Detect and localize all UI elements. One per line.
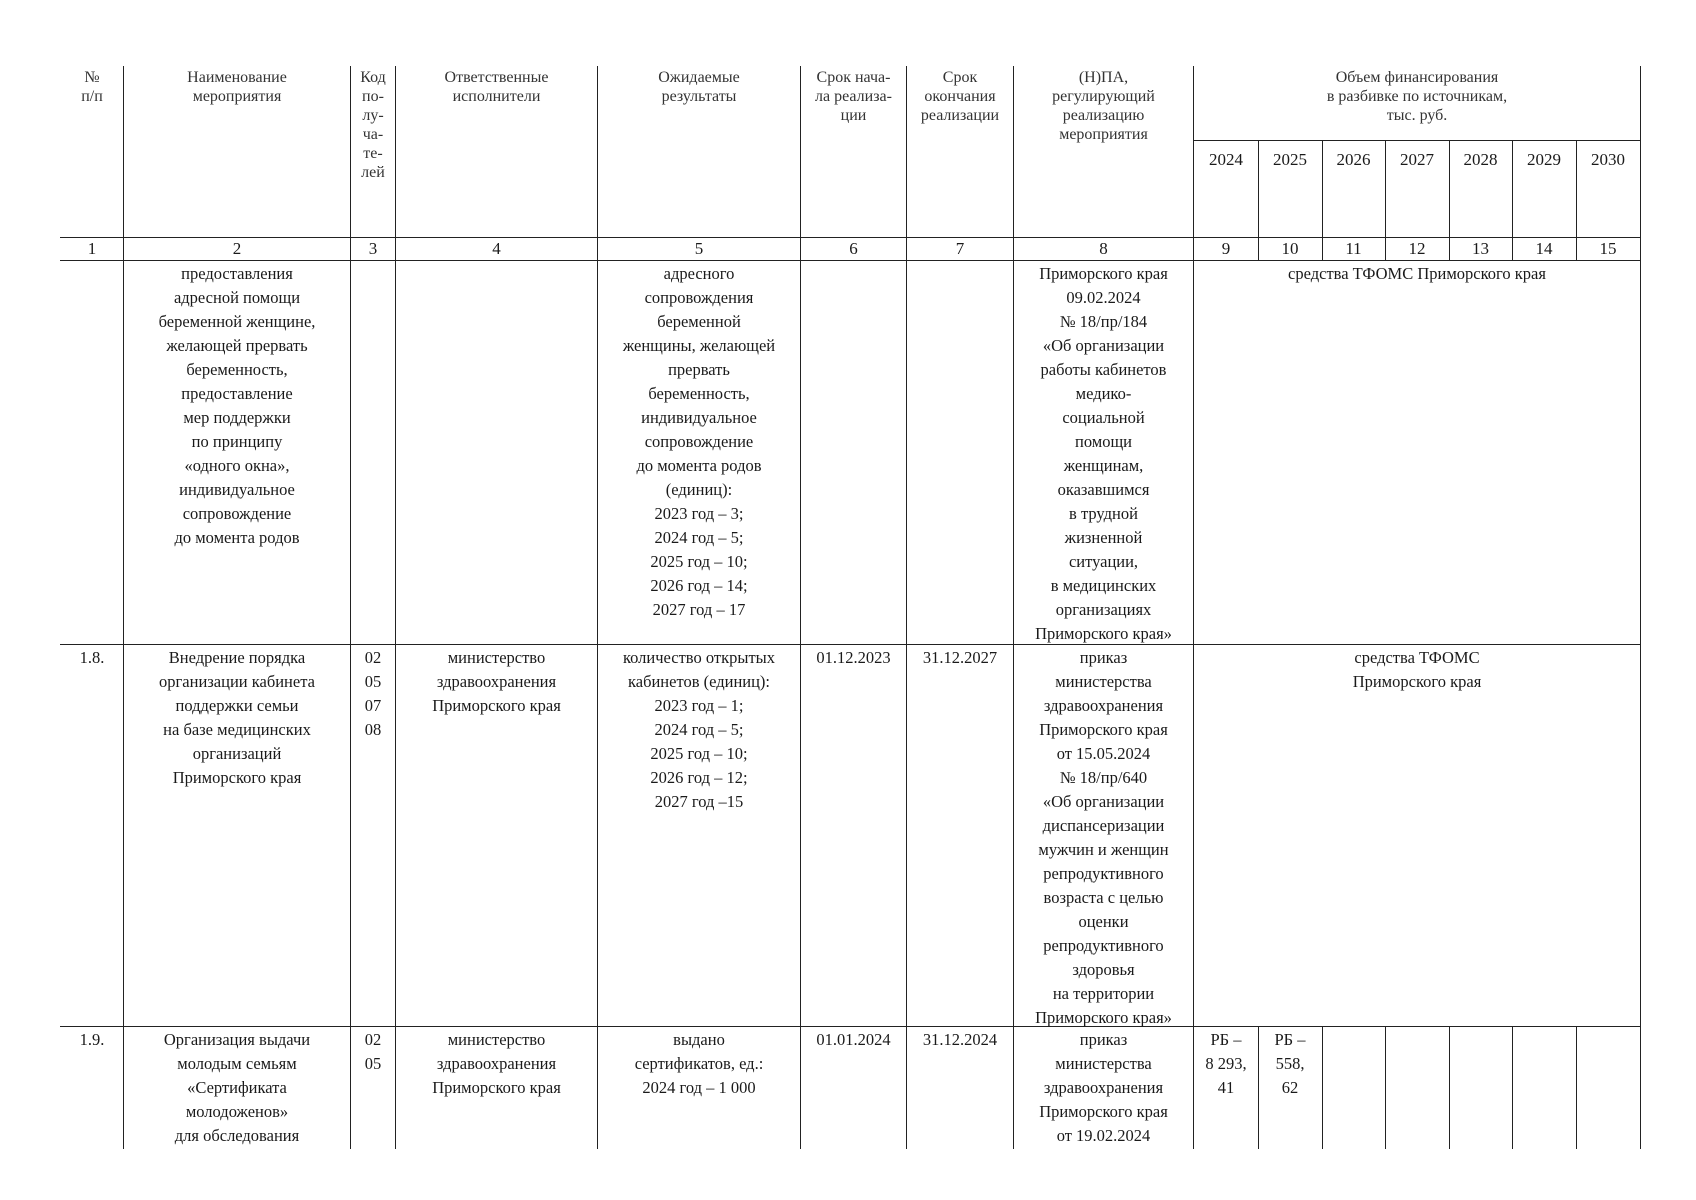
- column-number: 4: [492, 239, 501, 258]
- row-number: 1.9.: [79, 1030, 105, 1049]
- header-funding: Объем финансирования в разбивке по источникам, тыс. руб.: [1326, 69, 1508, 124]
- column-number: 9: [1221, 239, 1231, 258]
- column-number: 12: [1408, 239, 1426, 258]
- row-npa: приказ министерства здравоохранения Приморского края от 15.05.2024 № 18/пр/640 «Об организации диспансеризации мужчин и женщин репродуктивного возраста с целью оценки репродуктивного здоровья на территории Приморского края»: [1035, 648, 1172, 1027]
- grid-line: [800, 66, 801, 1149]
- grid-line: [60, 644, 1640, 645]
- grid-line: [1576, 1026, 1577, 1149]
- header-year: 2026: [1336, 150, 1371, 169]
- row-npa: приказ министерства здравоохранения Приморского края от 19.02.2024: [1039, 1030, 1168, 1145]
- column-number: 1: [87, 239, 97, 258]
- header-year: 2028: [1463, 150, 1498, 169]
- row-results: количество открытых кабинетов (единиц): 2023 год – 1; 2024 год – 5; 2025 год – 10; 2026 год – 12; 2027 год –15: [622, 648, 776, 811]
- grid-line: [1193, 66, 1194, 1149]
- row-executor: министерство здравоохранения Приморского края: [432, 648, 561, 715]
- row-end: 31.12.2024: [922, 1030, 998, 1049]
- column-number: 5: [694, 239, 704, 258]
- row-results: выдано сертификатов, ед.: 2024 год – 1 000: [634, 1030, 764, 1097]
- row-start: 01.12.2023: [816, 648, 891, 667]
- grid-line: [60, 237, 1640, 238]
- row-name: предоставления адресной помощи беременной женщине, желающей прервать беременность, предоставление мер поддержки по принципу «одного окна», индивидуальное сопровождение до момента родов: [158, 264, 316, 547]
- row-funding: средства ТФОМС Приморского края: [1352, 648, 1482, 691]
- header-year: 2029: [1527, 150, 1561, 169]
- grid-line: [395, 66, 396, 1149]
- header-year: 2025: [1273, 150, 1307, 169]
- row-npa: Приморского края 09.02.2024 № 18/пр/184 «Об организации работы кабинетов медико- социальной помощи женщинам, оказавшимся в трудной жизненной ситуации, в медицинских организациях Приморского края»: [1035, 264, 1172, 643]
- row-funding-2024: РБ – 8 293, 41: [1205, 1030, 1247, 1097]
- header-end: Срок окончания реализации: [920, 69, 1000, 124]
- row-name: Внедрение порядка организации кабинета поддержки семьи на базе медицинских организаций Приморского края: [159, 648, 315, 787]
- row-executor: министерство здравоохранения Приморского края: [432, 1030, 561, 1097]
- row-codes: 02 05: [364, 1030, 382, 1073]
- grid-line: [350, 66, 351, 1149]
- column-number: 13: [1472, 239, 1489, 258]
- grid-line: [1512, 1026, 1513, 1149]
- column-number: 7: [955, 239, 965, 258]
- header-start: Срок нача- ла реализа- ции: [815, 69, 892, 124]
- grid-line: [123, 66, 124, 1149]
- header-year: 2027: [1400, 150, 1434, 169]
- row-funding: средства ТФОМС Приморского края: [1288, 264, 1546, 283]
- column-number: 6: [849, 239, 858, 258]
- header-npa: (Н)ПА, регулирующий реализацию мероприятия: [1052, 69, 1155, 143]
- header-year: 2024: [1209, 150, 1243, 169]
- grid-line: [1193, 140, 1640, 141]
- row-start: 01.01.2024: [816, 1030, 891, 1049]
- column-number: 8: [1099, 239, 1108, 258]
- row-name: Организация выдачи молодым семьям «Сертификата молодоженов» для обследования: [163, 1030, 311, 1145]
- grid-line: [1385, 1026, 1386, 1149]
- grid-line: [1322, 1026, 1323, 1149]
- header-codes: Код по- лу- ча- те- лей: [360, 69, 386, 181]
- column-number: 3: [368, 239, 378, 258]
- column-number: 2: [232, 239, 242, 258]
- grid-line: [60, 1026, 1640, 1027]
- header-year: 2030: [1591, 150, 1625, 169]
- grid-line: [906, 66, 907, 1149]
- row-results: адресного сопровождения беременной женщины, желающей прервать беременность, индивидуальное сопровождение до момента родов (единиц): 2023 год – 3; 2024 год – 5; 2025 год – 10; 2026 год – 14; 2027 год – 17: [622, 264, 776, 619]
- header-results: Ожидаемые результаты: [658, 69, 740, 105]
- grid-line: [1640, 66, 1641, 1149]
- column-number: 15: [1599, 239, 1617, 258]
- header-executors: Ответственные исполнители: [444, 69, 549, 105]
- header-number: № п/п: [81, 69, 103, 105]
- column-number: 11: [1345, 239, 1362, 258]
- row-codes: 02 05 07 08: [364, 648, 382, 739]
- row-end: 31.12.2027: [922, 648, 998, 667]
- row-number: 1.8.: [79, 648, 105, 667]
- grid-line: [60, 260, 1640, 261]
- column-number: 14: [1535, 239, 1553, 258]
- grid-line: [1449, 1026, 1450, 1149]
- header-name: Наименование мероприятия: [187, 69, 287, 105]
- column-number: 10: [1281, 239, 1299, 258]
- row-funding-2025: РБ – 558, 62: [1274, 1030, 1306, 1097]
